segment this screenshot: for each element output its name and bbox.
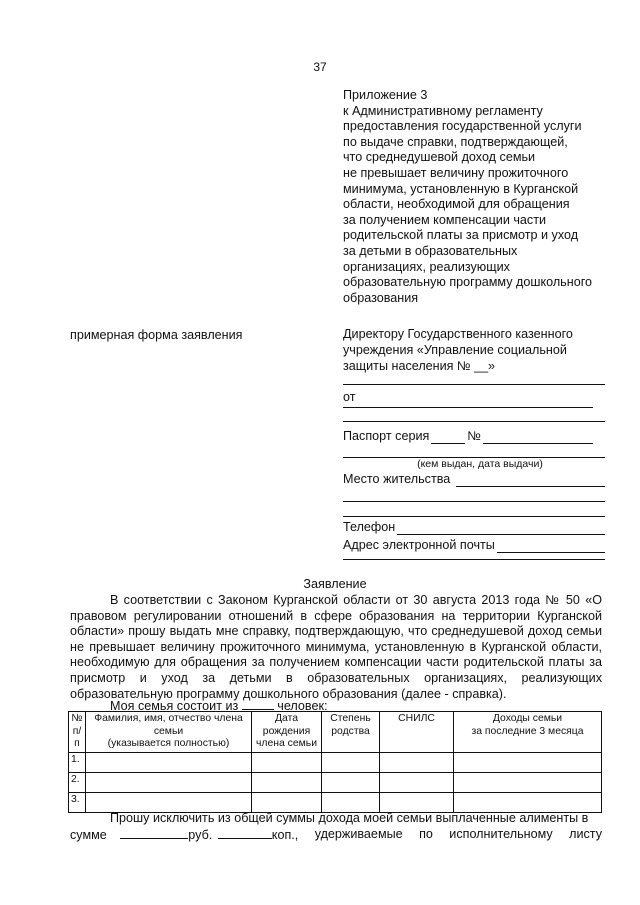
from-row	[343, 385, 605, 405]
table-cell[interactable]	[322, 792, 380, 812]
family-suffix: человек:	[277, 699, 328, 713]
appendix-line: минимума, установленную в Курганской	[343, 181, 579, 196]
appendix-line: по выдаче справки, подтверждающей,	[343, 134, 568, 149]
appendix-line: области, необходимой для обращения	[343, 197, 570, 212]
passport-series-label: Паспорт серия	[343, 428, 430, 443]
list-word: листу	[569, 827, 602, 841]
table-header-row	[69, 712, 602, 753]
appendix-line: родительской платы за присмотр и уход	[343, 228, 579, 243]
table-cell[interactable]	[380, 772, 454, 792]
table-cell[interactable]	[380, 752, 454, 772]
appendix-line: за получением компенсации части	[343, 212, 547, 227]
email-field[interactable]	[497, 540, 605, 553]
by-word: по	[419, 827, 433, 841]
family-count-field[interactable]	[242, 697, 274, 710]
blank-line[interactable]	[343, 408, 605, 422]
appendix-line: не превышает величину прожиточного	[343, 165, 569, 180]
kop-field[interactable]	[218, 826, 272, 839]
appendix-line: образования	[343, 290, 419, 305]
family-table	[68, 711, 602, 813]
email-label: Адрес электронной почты	[343, 537, 495, 552]
table-cell[interactable]	[380, 792, 454, 812]
residence-row	[343, 471, 605, 487]
table-cell[interactable]	[252, 792, 322, 812]
passport-number-label: №	[467, 428, 481, 443]
closing-sum-line	[70, 826, 602, 843]
passport-series-field[interactable]	[431, 431, 465, 444]
table-row	[69, 772, 602, 792]
closing-paragraph	[70, 810, 602, 843]
addressee-line: защиты населения № __»	[343, 358, 496, 373]
closing-line: Прошу исключить из общей суммы дохода моей семьи выплаченные алименты в	[110, 811, 589, 825]
header-birth: Дата рождения члена семьи	[252, 712, 322, 753]
blank-line[interactable]	[343, 374, 605, 385]
passport-row	[343, 422, 605, 444]
statement-title: Заявление	[303, 577, 367, 591]
form-kind-label: примерная форма заявления	[70, 328, 243, 342]
header-income: Доходы семьи за последние 3 месяца	[454, 712, 602, 753]
phone-row	[343, 517, 605, 535]
appendix-line: предоставления государственной услуги	[343, 119, 582, 134]
blank-line[interactable]	[343, 487, 605, 502]
header-snils: СНИЛС	[380, 712, 454, 753]
header-name: Фамилия, имя, отчество члена семьи (указывается полностью)	[86, 712, 252, 753]
family-prefix: Моя семья состоит из	[110, 699, 239, 713]
issued-note: (кем выдан, дата выдачи)	[417, 458, 543, 471]
row-number: 2.	[69, 772, 86, 792]
withheld-word: удерживаемые	[314, 827, 403, 841]
executive-word: исполнительному	[449, 827, 553, 841]
from-label: от	[343, 389, 356, 404]
table-row	[69, 752, 602, 772]
appendix-line: за детьми в образовательных	[343, 243, 518, 258]
email-row	[343, 535, 605, 553]
header-num: № п/ п	[69, 712, 86, 753]
appendix-line: что среднедушевой доход семьи	[343, 150, 536, 165]
phone-label: Телефон	[343, 519, 396, 534]
blank-line[interactable]	[343, 502, 605, 517]
appendix-line: образовательную программу дошкольного	[343, 275, 593, 290]
blank-line[interactable]	[343, 444, 605, 458]
header-relation: Степень родства	[322, 712, 380, 753]
table-cell[interactable]	[86, 772, 252, 792]
appendix-title: Приложение 3	[343, 88, 428, 102]
sum-label: сумме	[70, 828, 107, 842]
passport-number-field[interactable]	[483, 431, 593, 444]
table-cell[interactable]	[86, 792, 252, 812]
kop-label: коп.,	[271, 828, 299, 842]
rub-label: руб.	[188, 828, 213, 842]
table-cell[interactable]	[252, 772, 322, 792]
appendix-header	[343, 88, 613, 306]
statement-paragraph	[70, 593, 602, 702]
row-number: 1.	[69, 752, 86, 772]
table-cell[interactable]	[86, 752, 252, 772]
table-row	[69, 792, 602, 812]
statement-text: В соответствии с Законом Курганской области от 30 августа 2013 года № 50 «О правовом регулировании отношений в сфере образования на территории Курганской области» прошу выдать мне справку, подтверждающую, что среднедушевой доход семьи не превышает величину прожиточного минимума, установленную в Курганской области, необходимую для обращения за получением компенсации части родительской платы за присмотр и уход за детьми в образовательных организациях, реализующих образовательную программу дошкольного образования (далее - справка).	[70, 593, 602, 701]
addressee-line: Директору Государственного казенного	[343, 327, 573, 341]
table-cell[interactable]	[252, 752, 322, 772]
table-cell[interactable]	[322, 752, 380, 772]
appendix-line: организациях, реализующих	[343, 259, 510, 274]
residence-field[interactable]	[456, 474, 605, 487]
addressee-line: учреждения «Управление социальной	[343, 342, 567, 357]
appendix-line: к Административному регламенту	[343, 103, 543, 118]
blank-line[interactable]	[343, 553, 605, 560]
table-cell[interactable]	[454, 752, 602, 772]
table-cell[interactable]	[322, 772, 380, 792]
table-cell[interactable]	[454, 772, 602, 792]
table-cell[interactable]	[454, 792, 602, 812]
row-number: 3.	[69, 792, 86, 812]
residence-label: Место жительства	[343, 471, 451, 486]
rub-field[interactable]	[120, 826, 188, 839]
addressee-block	[343, 327, 605, 560]
phone-field[interactable]	[397, 522, 605, 535]
page-number: 37	[313, 60, 327, 74]
